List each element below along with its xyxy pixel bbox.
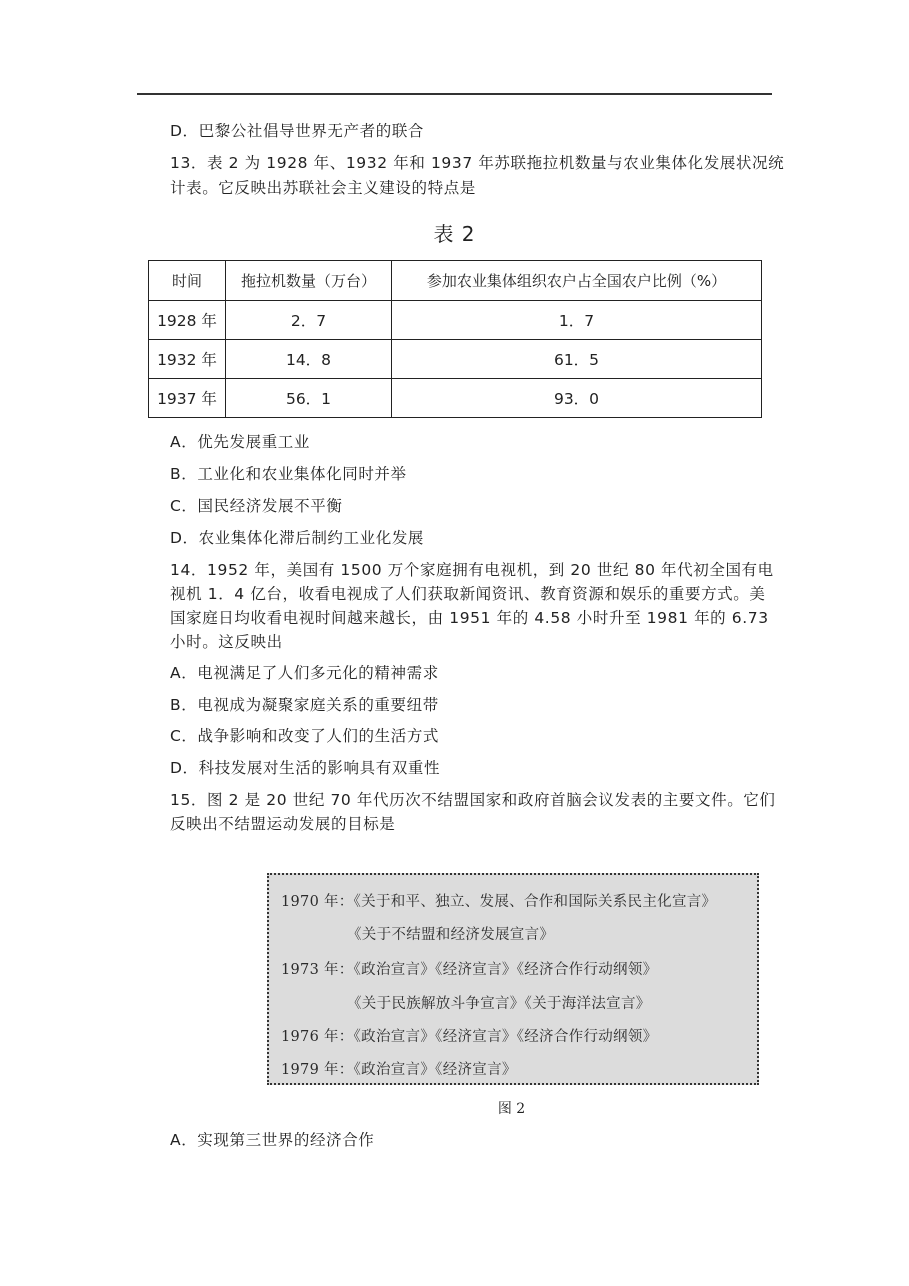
table-header-cell: 时间 — [149, 261, 226, 301]
table-cell: 1．7 — [392, 301, 762, 340]
q15-stem-line2: 反映出不结盟运动发展的目标是 — [170, 815, 396, 833]
table-cell: 93．0 — [392, 379, 762, 418]
q13-option-d: D．农业集体化滞后制约工业化发展 — [170, 529, 425, 547]
table-cell: 61．5 — [392, 340, 762, 379]
q13-option-c: C．国民经济发展不平衡 — [170, 497, 343, 515]
q14-option-b: B．电视成为凝聚家庭关系的重要纽带 — [170, 696, 439, 714]
table-header-cell: 参加农业集体组织农户占全国农户比例（%） — [392, 261, 762, 301]
table-row — [149, 379, 762, 418]
table-cell: 14．8 — [226, 340, 392, 379]
q14-stem-line1: 14．1952 年，美国有 1500 万个家庭拥有电视机，到 20 世纪 80 年代初全国有电 — [170, 561, 774, 579]
figure-line: 《关于不结盟和经济发展宣言》 — [347, 927, 555, 943]
table-cell: 1932 年 — [149, 340, 226, 379]
figure-line: 1970 年：《关于和平、独立、发展、合作和国际关系民主化宣言》 — [281, 894, 717, 910]
table-cell: 56．1 — [226, 379, 392, 418]
q15-stem-line1: 15．图 2 是 20 世纪 70 年代历次不结盟国家和政府首脑会议发表的主要文件。它们 — [170, 791, 776, 809]
q14-option-c: C．战争影响和改变了人们的生活方式 — [170, 727, 440, 745]
figure-caption: 图 2 — [497, 1101, 526, 1117]
q14-stem-line2: 视机 1．4 亿台，收看电视成了人们获取新闻资讯、教育资源和娱乐的重要方式。美 — [170, 585, 766, 603]
table-cell: 1937 年 — [149, 379, 226, 418]
figure-line: 《关于民族解放斗争宣言》《关于海洋法宣言》 — [347, 996, 651, 1012]
q14-stem-line4: 小时。这反映出 — [170, 633, 283, 651]
q14-option-d: D．科技发展对生活的影响具有双重性 — [170, 759, 441, 777]
figure-line: 1979 年：《政治宣言》《经济宣言》 — [281, 1062, 517, 1078]
table-header-row — [149, 261, 762, 301]
q14-option-a: A．电视满足了人们多元化的精神需求 — [170, 664, 439, 682]
table-header-cell: 拖拉机数量（万台） — [226, 261, 392, 301]
table-cell: 2．7 — [226, 301, 392, 340]
q13-option-b: B．工业化和农业集体化同时并举 — [170, 465, 407, 483]
q14-stem-line3: 国家庭日均收看电视时间越来越长，由 1951 年的 4.58 小时升至 1981 年的 6.73 — [170, 609, 769, 627]
q13-stem-line1: 13．表 2 为 1928 年、1932 年和 1937 年苏联拖拉机数量与农业集体化发展状况统 — [170, 154, 785, 172]
figure-line: 1973 年：《政治宣言》《经济宣言》《经济合作行动纲领》 — [281, 962, 658, 978]
option-d-prev: D．巴黎公社倡导世界无产者的联合 — [170, 122, 425, 140]
header-rule — [137, 93, 772, 95]
q13-option-a: A．优先发展重工业 — [170, 433, 311, 451]
data-table — [148, 260, 762, 418]
figure-2-document-list — [267, 873, 759, 1085]
table-row — [149, 301, 762, 340]
q13-stem-line2: 计表。它反映出苏联社会主义建设的特点是 — [170, 179, 476, 197]
table-cell: 1928 年 — [149, 301, 226, 340]
figure-line: 1976 年：《政治宣言》《经济宣言》《经济合作行动纲领》 — [281, 1029, 658, 1045]
table-row — [149, 340, 762, 379]
table-caption: 表 2 — [433, 222, 476, 246]
q15-option-a: A．实现第三世界的经济合作 — [170, 1131, 375, 1149]
